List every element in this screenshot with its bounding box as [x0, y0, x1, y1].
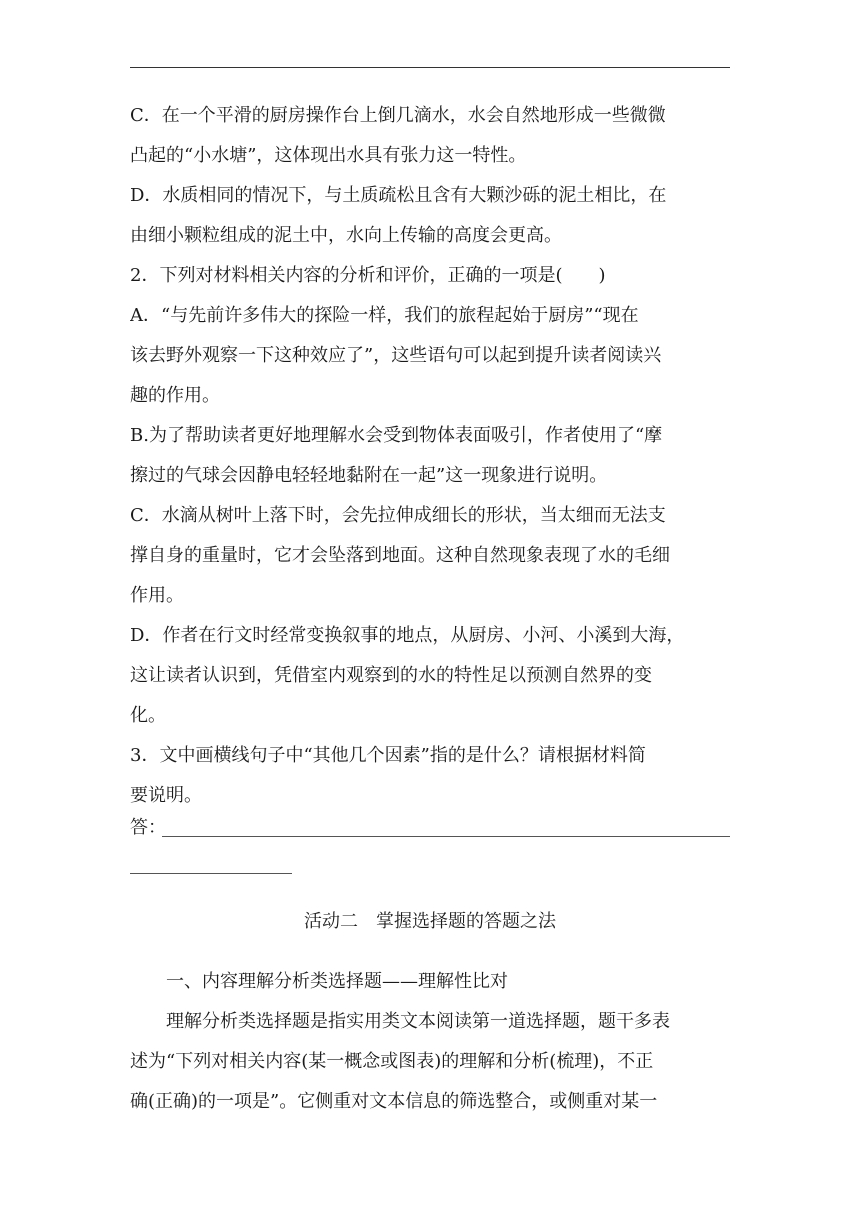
activity-heading: 活动二 掌握选择题的答题之法 [304, 911, 556, 932]
body-line-2: 述为“下列对相关内容(某一概念或图表)的理解和分析(梳理)，不正 [130, 1051, 654, 1072]
question-3-stem [130, 736, 730, 816]
answer-row [130, 808, 730, 848]
option-q2-d-line-2: 这让读者认识到，凭借室内观察到的水的特性足以预测自然界的变 [130, 665, 652, 686]
option-q2-a-line-1: A．“与先前许多伟大的探险一样，我们的旅程起始于厨房”“现在 [130, 305, 639, 326]
option-q1-d-line-1: D．水质相同的情况下，与土质疏松且含有大颗沙砾的泥土相比，在 [130, 185, 667, 206]
option-q2-a-line-3: 趣的作用。 [130, 385, 220, 406]
question-2-stem-text: 2．下列对材料相关内容的分析和评价，正确的一项是( ) [130, 265, 606, 286]
body-line-1: 理解分析类选择题是指实用类文本阅读第一道选择题，题干多表 [166, 1011, 670, 1032]
answer-label: 答： [130, 817, 166, 838]
option-q2-a-line-2: 该去野外观察一下这种效应了”，这些语句可以起到提升读者阅读兴 [130, 345, 662, 366]
option-q2-d-line-1: D．作者在行文时经常变换叙事的地点，从厨房、小河、小溪到大海， [130, 625, 685, 646]
option-q1-d-line-2: 由细小颗粒组成的泥土中，水向上传输的高度会更高。 [130, 225, 562, 246]
question-3-stem-line-2: 要说明。 [130, 785, 202, 806]
option-q1-c-line-1: C．在一个平滑的厨房操作台上倒几滴水，水会自然地形成一些微微 [130, 105, 666, 126]
option-q2-c-line-2: 撑自身的重量时，它才会坠落到地面。这种自然现象表现了水的毛细 [130, 545, 670, 566]
option-q1-c-line-2: 凸起的“小水塘”，这体现出水具有张力这一特性。 [130, 145, 527, 166]
answer-blank-line-continued[interactable] [130, 873, 292, 874]
option-q2-d-line-3: 化。 [130, 705, 166, 726]
body-paragraph [130, 1002, 730, 1122]
section-subheading: 一、内容理解分析类选择题——理解性比对 [166, 971, 508, 992]
header-rule [130, 67, 730, 68]
option-q2-c [130, 496, 730, 616]
option-q2-b-line-2: 擦过的气球会因静电轻轻地黏附在一起”这一现象进行说明。 [130, 465, 608, 486]
option-q2-a [130, 296, 730, 416]
option-q1-d [130, 176, 730, 256]
document-page [130, 0, 730, 1216]
option-q2-b-line-1: B.为了帮助读者更好地理解水会受到物体表面吸引，作者使用了“摩 [130, 425, 663, 446]
question-3-stem-line-1: 3．文中画横线句子中“其他几个因素”指的是什么？请根据材料简 [130, 745, 646, 766]
option-q1-c [130, 96, 730, 176]
answer-blank-line[interactable] [162, 836, 730, 837]
option-q2-c-line-1: C．水滴从树叶上落下时，会先拉伸成细长的形状，当太细而无法支 [130, 505, 666, 526]
body-line-3: 确(正确)的一项是”。它侧重对文本信息的筛选整合，或侧重对某一 [130, 1091, 658, 1112]
option-q2-c-line-3: 作用。 [130, 585, 184, 606]
option-q2-d [130, 616, 730, 736]
option-q2-b [130, 416, 730, 496]
question-2-stem [130, 256, 730, 296]
